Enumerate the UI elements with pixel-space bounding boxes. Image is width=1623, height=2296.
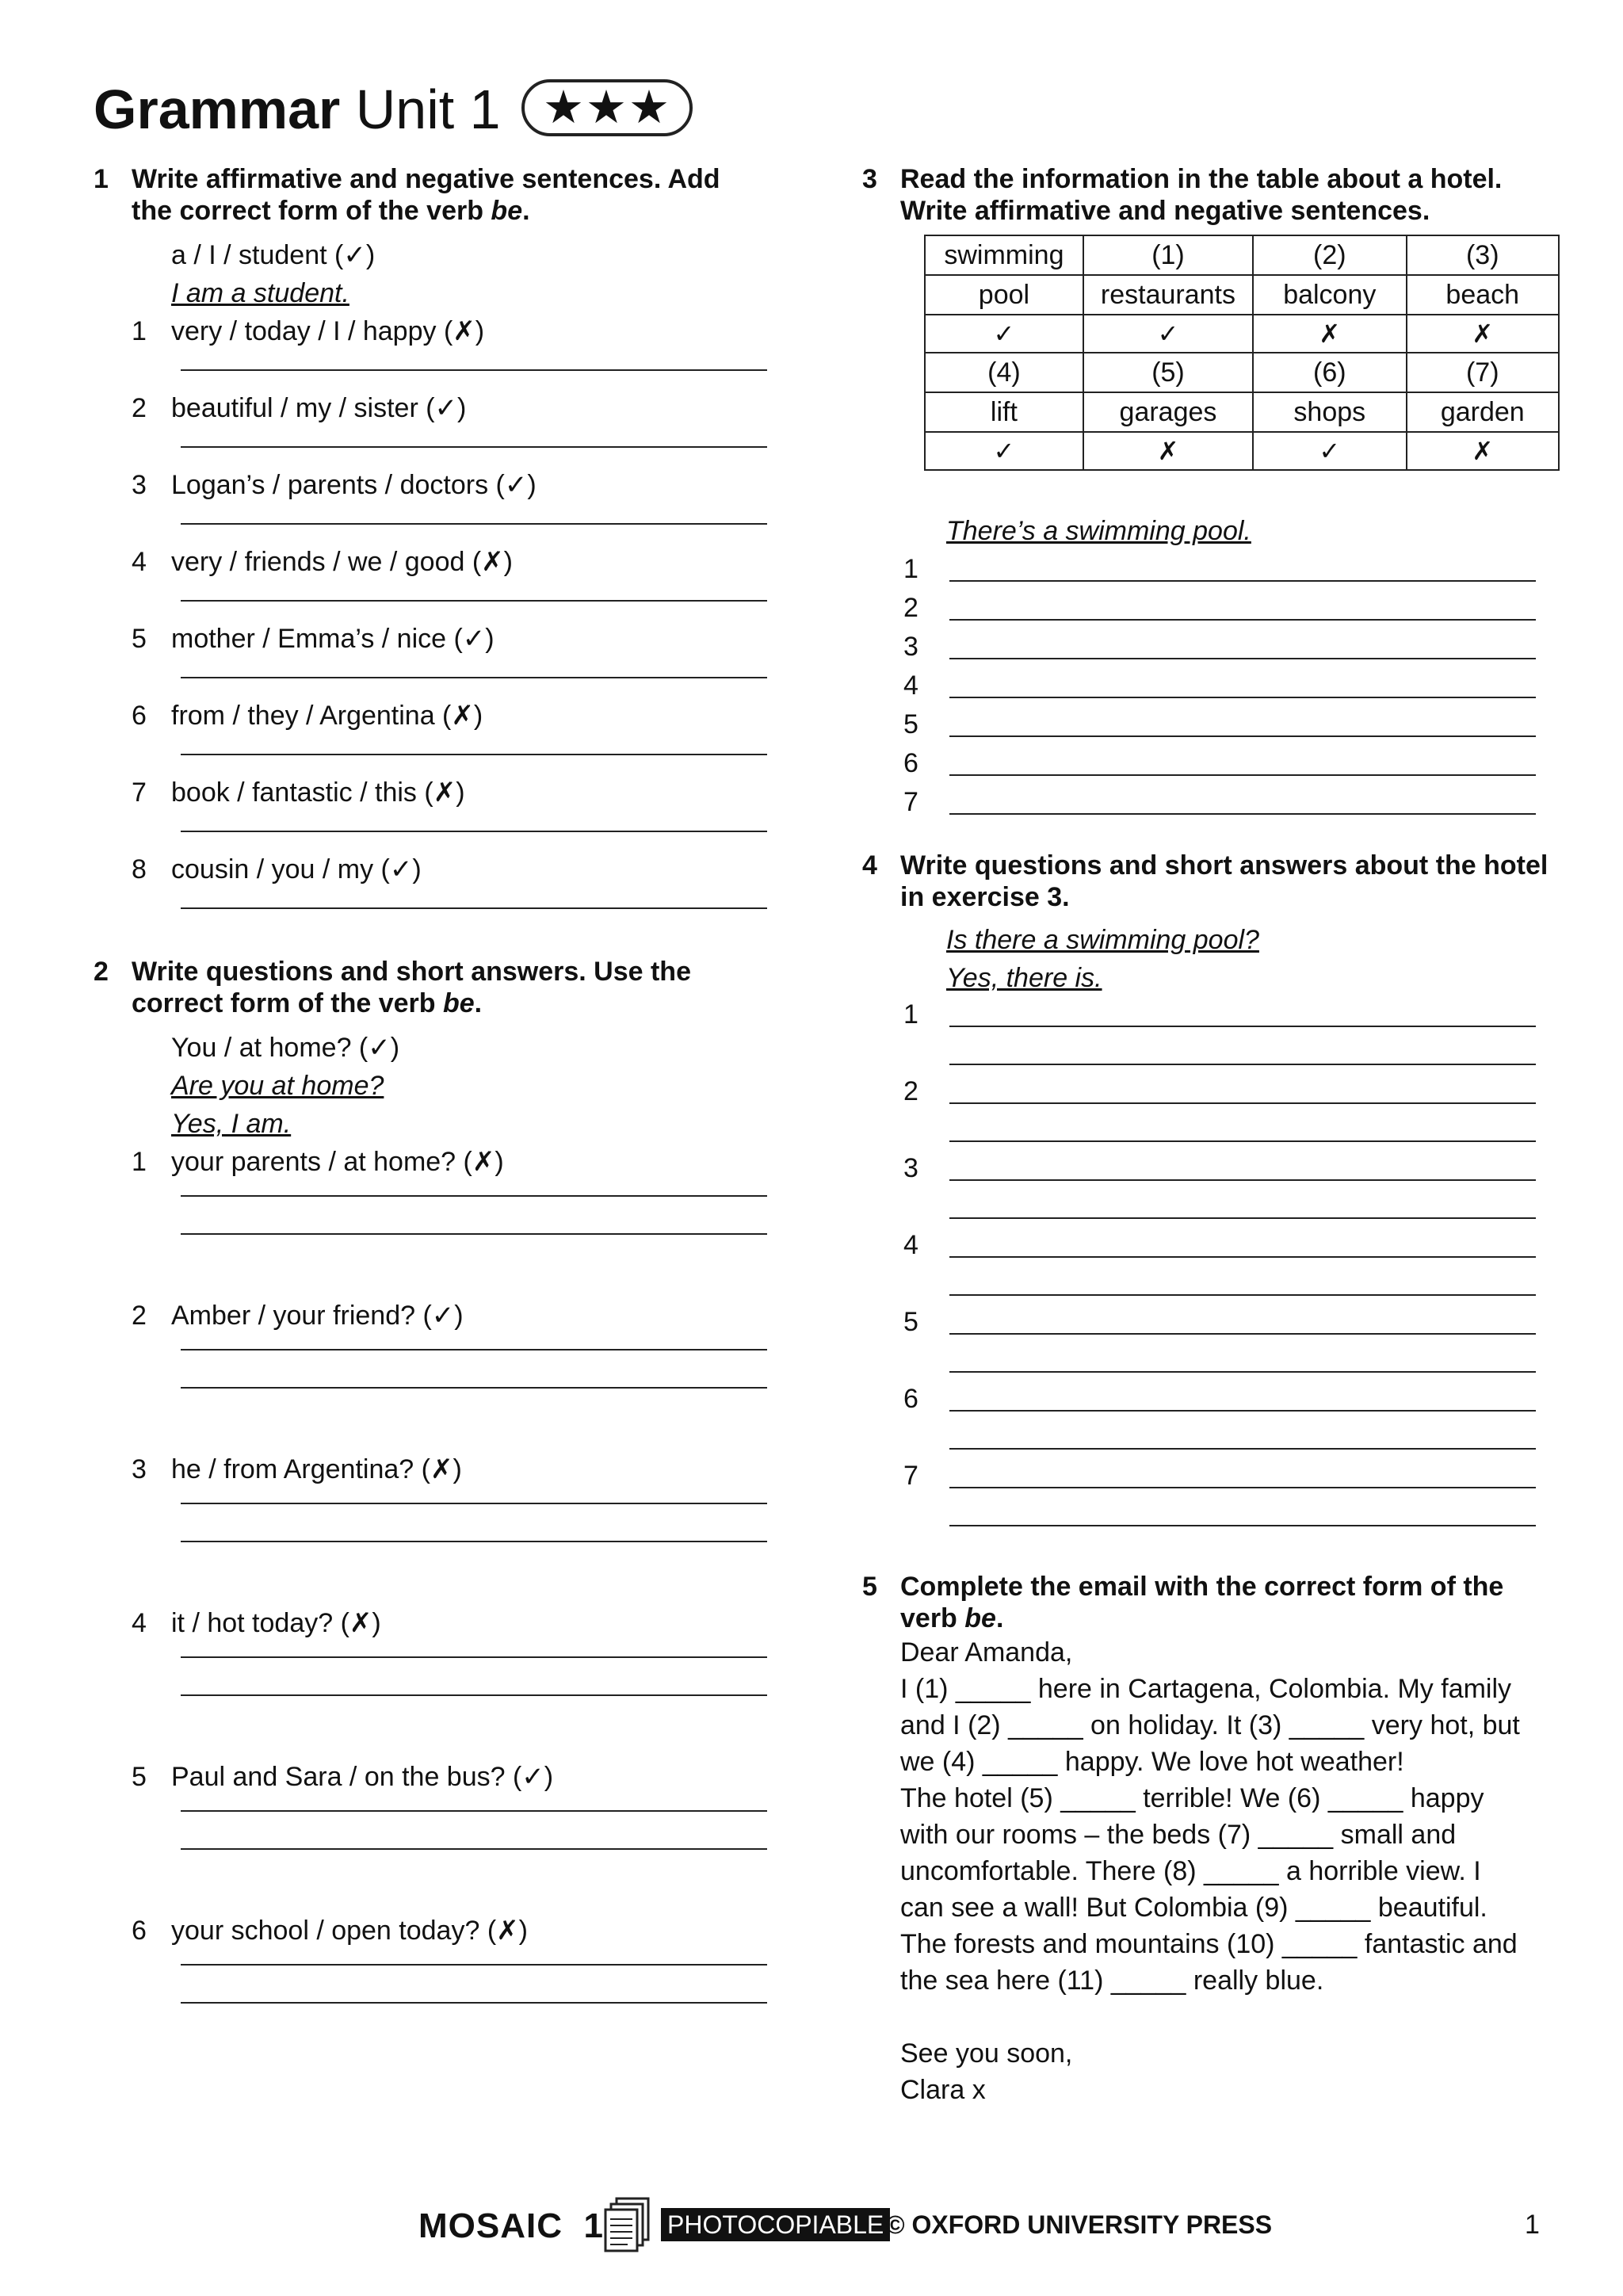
- exercise-4-example: [862, 921, 1560, 997]
- item-number: 5: [903, 1307, 918, 1337]
- email-line: Clara x: [900, 2075, 986, 2105]
- answer-row: [862, 1303, 1560, 1341]
- example-answer: Yes, I am.: [171, 1109, 292, 1139]
- item-number: 2: [132, 1301, 147, 1331]
- exercise-item: [94, 312, 767, 350]
- page-title: [94, 78, 501, 141]
- answer-line: [949, 580, 1536, 582]
- item-number: 4: [903, 670, 918, 701]
- answer-line: [949, 697, 1536, 698]
- table-mark: ✓: [925, 432, 1083, 470]
- instruction-text: Read the information in the table about a hotel. Write affirmative and negative sentences.: [900, 164, 1503, 226]
- item-prompt: from / they / Argentina (✗): [171, 701, 483, 731]
- answer-line: [181, 907, 767, 909]
- email-line: the sea here (11) _____ really blue.: [900, 1966, 1324, 1996]
- item-prompt: book / fantastic / this (✗): [171, 777, 465, 808]
- title-unit: Unit 1: [340, 78, 501, 140]
- table-cell: (1): [1083, 235, 1253, 275]
- exercise-5-instruction: [862, 1571, 1560, 1634]
- answer-line: [949, 1487, 1536, 1488]
- item-prompt: Amber / your friend? (✓): [171, 1301, 464, 1331]
- answer-line: [181, 523, 767, 525]
- table-cell: (3): [1407, 235, 1560, 275]
- answer-line: [949, 1064, 1536, 1065]
- instruction-emphasis: be: [442, 988, 475, 1018]
- table-row-numbers-1: [925, 235, 1559, 275]
- answer-row: [862, 783, 1560, 821]
- answer-line: [949, 1371, 1536, 1373]
- item-prompt: Paul and Sara / on the bus? (✓): [171, 1762, 554, 1792]
- answer-row: [862, 589, 1560, 627]
- answer-line: [181, 1349, 767, 1350]
- example-question: Is there a swimming pool?: [946, 925, 1259, 955]
- exercise-item: [94, 850, 767, 888]
- item-prompt: it / hot today? (✗): [171, 1608, 381, 1638]
- example-answer: Yes, there is.: [946, 963, 1102, 993]
- table-mark: ✓: [1083, 315, 1253, 353]
- item-prompt: beautiful / my / sister (✓): [171, 393, 467, 423]
- item-number: 4: [132, 547, 147, 577]
- table-cell: (5): [1083, 353, 1253, 392]
- exercise-item: [94, 1912, 767, 1950]
- exercise-1-example: [94, 236, 767, 312]
- email-line: Dear Amanda,: [900, 1637, 1073, 1668]
- table-cell: (6): [1253, 353, 1406, 392]
- item-number: 6: [903, 1384, 918, 1414]
- item-number: 1: [903, 554, 918, 584]
- exercise-number: 2: [94, 957, 109, 987]
- answer-line: [949, 1102, 1536, 1104]
- exercise-number: 1: [94, 164, 109, 194]
- answer-line: [949, 813, 1536, 815]
- exercise-item: [94, 697, 767, 735]
- table-mark: ✗: [1407, 315, 1560, 353]
- table-cell: garages: [1083, 392, 1253, 432]
- item-number: 6: [903, 748, 918, 778]
- instruction-end: .: [995, 1603, 1004, 1633]
- item-number: 1: [132, 316, 147, 346]
- table-mark: ✓: [925, 315, 1083, 353]
- answer-row: [862, 705, 1560, 743]
- instruction-text: Complete the email with the correct form of the verb: [900, 1572, 1504, 1633]
- table-cell: pool: [925, 275, 1083, 315]
- publisher-label: © OXFORD UNIVERSITY PRESS: [886, 2210, 1273, 2239]
- answer-row: [862, 1149, 1560, 1187]
- exercise-item: [94, 620, 767, 658]
- brand-name: MOSAIC: [418, 2206, 563, 2245]
- item-number: 6: [132, 1916, 147, 1946]
- table-cell: balcony: [1253, 275, 1406, 315]
- email-line: [900, 1999, 1560, 2035]
- answer-line: [949, 1448, 1536, 1450]
- example-sentence: There’s a swimming pool.: [946, 516, 1251, 546]
- instruction-emphasis: be: [964, 1603, 996, 1633]
- instruction-emphasis: be: [491, 196, 523, 226]
- answer-line: [949, 1294, 1536, 1296]
- item-number: 5: [903, 709, 918, 739]
- answer-row: [862, 667, 1560, 705]
- email-line: can see a wall! But Colombia (9) _____ beautiful.: [900, 1893, 1487, 1923]
- table-row-names-2: [925, 392, 1559, 432]
- answer-line: [949, 1525, 1536, 1526]
- table-mark: ✗: [1407, 432, 1560, 470]
- example-question: Are you at home?: [171, 1071, 384, 1101]
- answer-row: [862, 628, 1560, 666]
- exercise-2-instruction: [94, 956, 767, 1019]
- table-row-numbers-2: [925, 353, 1559, 392]
- hotel-facilities-table: [924, 235, 1560, 471]
- instruction-end: .: [522, 196, 530, 226]
- answer-line: [949, 1179, 1536, 1181]
- table-mark: ✗: [1253, 315, 1406, 353]
- table-mark: ✗: [1083, 432, 1253, 470]
- item-prompt: he / from Argentina? (✗): [171, 1454, 462, 1484]
- answer-line: [949, 1333, 1536, 1335]
- answer-line: [181, 1503, 767, 1504]
- answer-row: [862, 744, 1560, 782]
- exercise-item: [94, 1450, 767, 1488]
- example-prompt: a / I / student (✓): [171, 240, 376, 270]
- email-line: with our rooms – the beds (7) _____ small and: [900, 1820, 1457, 1850]
- email-line: and I (2) _____ on holiday. It (3) _____ very hot, but: [900, 1710, 1520, 1740]
- exercise-item: [94, 466, 767, 504]
- table-cell: swimming: [925, 235, 1083, 275]
- table-cell: shops: [1253, 392, 1406, 432]
- exercise-item: [94, 1143, 767, 1181]
- example-prompt: You / at home? (✓): [171, 1033, 400, 1063]
- answer-row: [862, 550, 1560, 588]
- footer-brand: [418, 2199, 604, 2254]
- item-number: 7: [903, 787, 918, 817]
- email-line: uncomfortable. There (8) _____ a horrible view. I: [900, 1856, 1481, 1886]
- answer-line: [949, 658, 1536, 659]
- table-cell: lift: [925, 392, 1083, 432]
- exercise-item: [94, 543, 767, 581]
- email-line: The forests and mountains (10) _____ fantastic and: [900, 1929, 1518, 1959]
- table-mark: ✓: [1253, 432, 1406, 470]
- item-prompt: mother / Emma’s / nice (✓): [171, 624, 495, 654]
- example-answer: I am a student.: [171, 278, 349, 308]
- answer-line: [181, 1694, 767, 1696]
- instruction-text: Write questions and short answers. Use the correct form of the verb: [132, 957, 691, 1018]
- item-number: 4: [903, 1230, 918, 1260]
- item-prompt: very / friends / we / good (✗): [171, 547, 513, 577]
- table-cell: restaurants: [1083, 275, 1253, 315]
- item-number: 3: [903, 1153, 918, 1183]
- answer-line: [181, 1541, 767, 1542]
- answer-line: [181, 677, 767, 678]
- instruction-end: .: [474, 988, 483, 1018]
- answer-line: [181, 600, 767, 602]
- exercise-item: [94, 389, 767, 427]
- instruction-text: Write affirmative and negative sentences. Add the correct form of the verb: [132, 164, 720, 226]
- exercise-4-instruction: [862, 850, 1560, 913]
- photocopiable-label: PHOTOCOPIABLE: [661, 2208, 890, 2241]
- exercise-item: [94, 1297, 767, 1335]
- answer-row: [862, 1072, 1560, 1110]
- exercise-number: 4: [862, 850, 877, 881]
- table-cell: (7): [1407, 353, 1560, 392]
- instruction-text: Write questions and short answers about the hotel in exercise 3.: [900, 850, 1549, 912]
- item-number: 5: [132, 624, 147, 654]
- item-prompt: your school / open today? (✗): [171, 1916, 528, 1946]
- item-number: 7: [903, 1461, 918, 1491]
- item-prompt: cousin / you / my (✓): [171, 854, 422, 884]
- exercise-number: 3: [862, 164, 877, 194]
- email-line: we (4) _____ happy. We love hot weather!: [900, 1747, 1404, 1777]
- answer-line: [181, 1387, 767, 1389]
- table-row-marks-1: [925, 315, 1559, 353]
- exercise-3-answer-lines: [862, 550, 1560, 843]
- item-number: 2: [132, 393, 147, 423]
- answer-row: [862, 1380, 1560, 1418]
- table-cell: (4): [925, 353, 1083, 392]
- item-number: 3: [132, 1454, 147, 1484]
- item-number: 3: [132, 470, 147, 500]
- table-row-names-1: [925, 275, 1559, 315]
- table-cell: beach: [1407, 275, 1560, 315]
- item-prompt: Logan’s / parents / doctors (✓): [171, 470, 537, 500]
- item-number: 6: [132, 701, 147, 731]
- email-line: See you soon,: [900, 2038, 1073, 2069]
- answer-line: [949, 1026, 1536, 1027]
- item-number: 8: [132, 854, 147, 884]
- item-number: 5: [132, 1762, 147, 1792]
- answer-row: [862, 1226, 1560, 1264]
- exercise-item: [94, 1604, 767, 1642]
- answer-row: [862, 1457, 1560, 1495]
- item-number: 1: [903, 999, 918, 1030]
- answer-line: [949, 619, 1536, 621]
- item-prompt: your parents / at home? (✗): [171, 1147, 504, 1177]
- answer-line: [181, 446, 767, 448]
- item-number: 4: [132, 1608, 147, 1638]
- answer-line: [181, 754, 767, 755]
- exercise-2-example: [94, 1029, 767, 1143]
- answer-line: [949, 1140, 1536, 1142]
- table-cell: (2): [1253, 235, 1406, 275]
- brand-level: 1: [583, 2206, 604, 2245]
- email-line: The hotel (5) _____ terrible! We (6) _____ happy: [900, 1783, 1484, 1813]
- exercise-number: 5: [862, 1572, 877, 1602]
- item-number: 2: [903, 593, 918, 623]
- answer-line: [949, 1256, 1536, 1258]
- email-text: [862, 1634, 1560, 2108]
- table-cell: garden: [1407, 392, 1560, 432]
- answer-line: [181, 831, 767, 832]
- answer-line: [181, 1848, 767, 1850]
- exercise-1-instruction: [94, 163, 767, 227]
- answer-line: [181, 1233, 767, 1235]
- exercise-3-example: [862, 512, 1560, 550]
- item-number: 7: [132, 777, 147, 808]
- exercise-4-answer-lines: [862, 995, 1560, 1550]
- item-prompt: very / today / I / happy (✗): [171, 316, 485, 346]
- answer-row: [862, 995, 1560, 1033]
- exercise-item: [94, 774, 767, 812]
- email-line: I (1) _____ here in Cartagena, Colombia. My family: [900, 1674, 1512, 1704]
- photocopy-pages-icon: [604, 2197, 651, 2252]
- item-number: 3: [903, 632, 918, 662]
- item-number: 1: [132, 1147, 147, 1177]
- item-number: 2: [903, 1076, 918, 1106]
- page-number: 1: [1525, 2210, 1540, 2240]
- exercise-3-instruction: [862, 163, 1560, 227]
- exercise-2-items: [94, 1143, 767, 2015]
- answer-line: [181, 1964, 767, 1966]
- answer-line: [181, 1195, 767, 1197]
- answer-line: [181, 2002, 767, 2004]
- exercise-item: [94, 1758, 767, 1796]
- answer-line: [181, 1656, 767, 1658]
- answer-line: [949, 1217, 1536, 1219]
- answer-line: [181, 1810, 767, 1812]
- difficulty-stars-badge: ★★★: [521, 79, 693, 136]
- answer-line: [949, 774, 1536, 776]
- answer-line: [181, 369, 767, 371]
- table-row-marks-2: [925, 432, 1559, 470]
- answer-line: [949, 1410, 1536, 1412]
- title-grammar: Grammar: [94, 78, 341, 140]
- answer-line: [949, 735, 1536, 737]
